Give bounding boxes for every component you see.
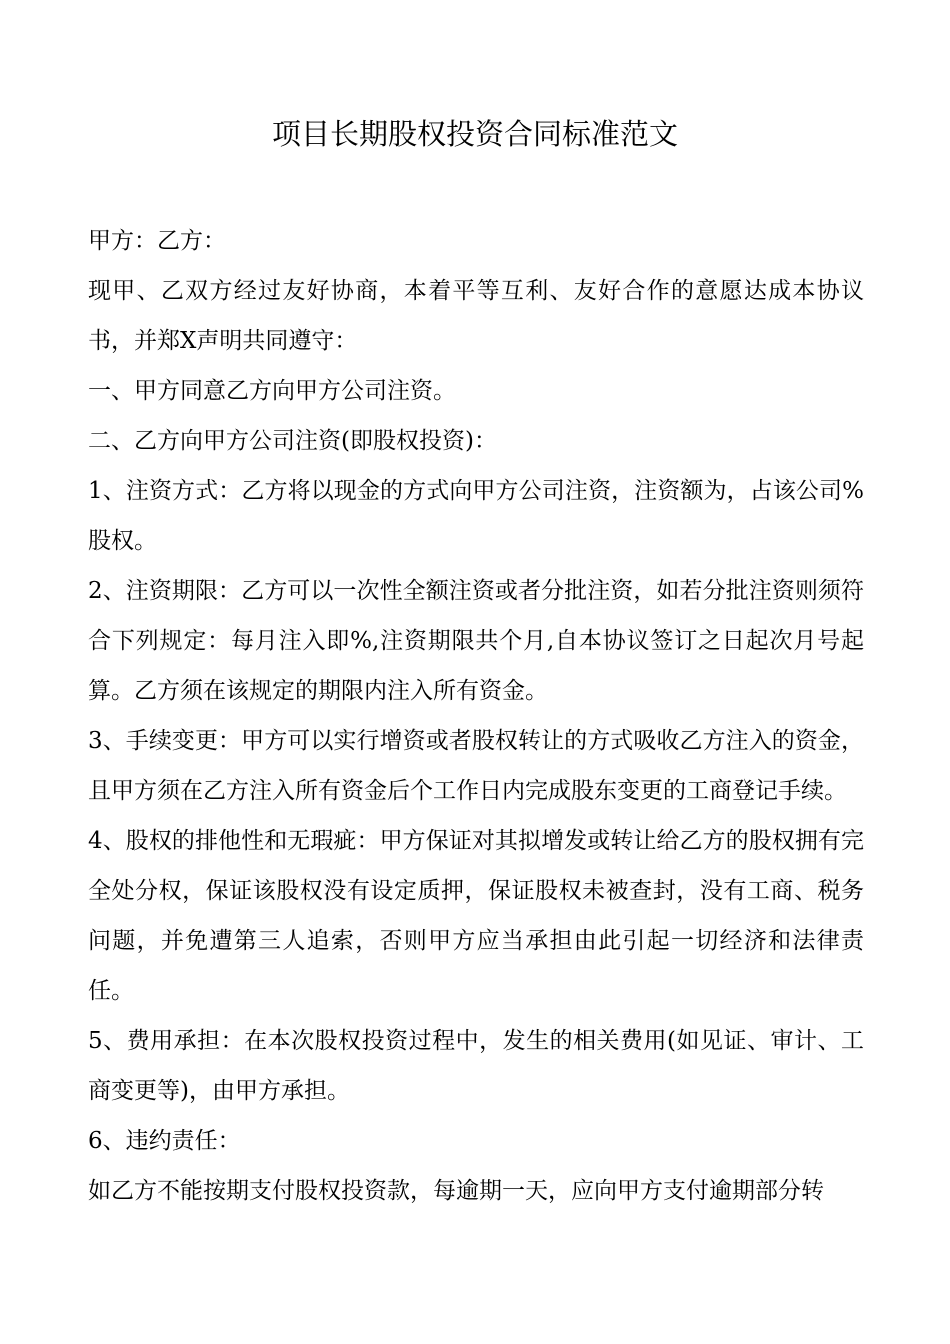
paragraph-item-1: 1、注资方式：乙方将以现金的方式向甲方公司注资，注资额为，占该公司%股权。: [88, 478, 864, 554]
paragraph-clause-two: 二、乙方向甲方公司注资(即股权投资)：: [88, 428, 497, 454]
paragraph-item-6: 6、违约责任：: [88, 1128, 241, 1154]
paragraph-item-5: 5、费用承担：在本次股权投资过程中，发生的相关费用(如见证、审计、工商变更等)，由甲方承担。: [88, 1028, 864, 1104]
paragraph-preamble: 现甲、乙双方经过友好协商，本着平等互利、友好合作的意愿达成本协议书，并郑X声明共同遵守：: [88, 278, 864, 354]
paragraph-item-3: 3、手续变更：甲方可以实行增资或者股权转让的方式吸收乙方注入的资金，且甲方须在乙方注入所有资金后个工作日内完成股东变更的工商登记手续。: [88, 728, 864, 804]
paragraph-parties: 甲方：乙方：: [88, 228, 226, 254]
document-body: [88, 216, 864, 1216]
document-title: 项目长期股权投资合同标准范文: [271, 117, 678, 151]
paragraph-clause-one: 一、甲方同意乙方向甲方公司注资。: [88, 378, 456, 404]
paragraph-item-2: 2、注资期限：乙方可以一次性全额注资或者分批注资，如若分批注资则须符合下列规定：每月注入即%,注资期限共个月,自本协议签订之日起次月号起算。乙方须在该规定的期限内注入所有资金。: [88, 578, 864, 704]
paragraph-breach: 如乙方不能按期支付股权投资款，每逾期一天，应向甲方支付逾期部分转: [88, 1178, 824, 1204]
paragraph-item-4: 4、股权的排他性和无瑕疵：甲方保证对其拟增发或转让给乙方的股权拥有完全处分权，保证该股权没有设定质押，保证股权未被查封，没有工商、税务问题，并免遭第三人追索，否则甲方应当承担由此引起一切经济和法律责任。: [88, 828, 864, 1004]
